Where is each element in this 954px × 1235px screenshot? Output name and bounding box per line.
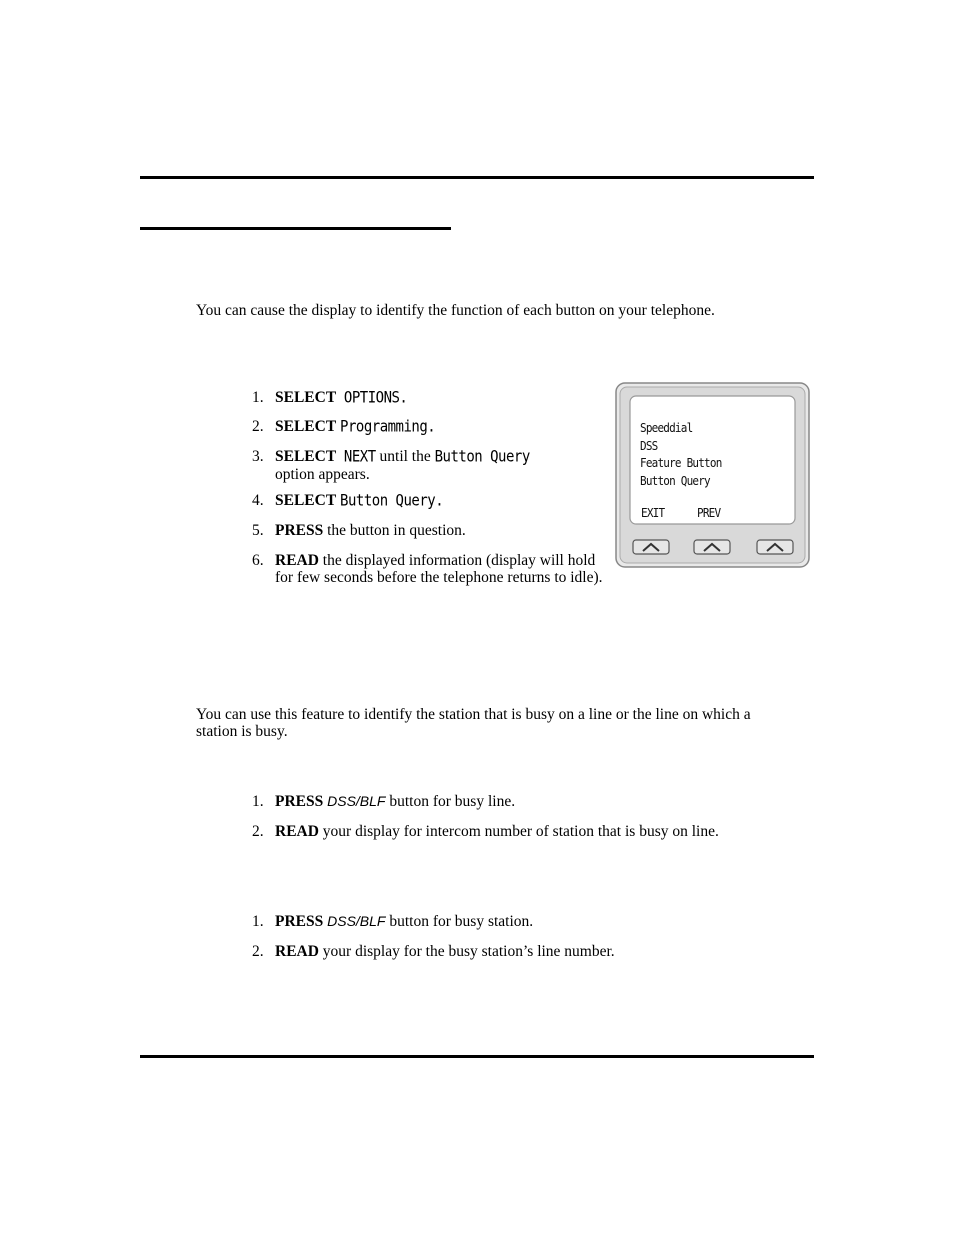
- footer-rule: [140, 1055, 814, 1058]
- step-3: 3. SELECT NEXT until the Button Query option appears.: [252, 447, 530, 483]
- busy-line-step-1: 1. PRESS DSS/BLF button for busy line.: [252, 793, 516, 810]
- button-query-intro: You can cause the display to identify the function of each button on your telephone.: [196, 302, 715, 319]
- display-line-feature-button[interactable]: Feature Button: [640, 456, 722, 471]
- softkey-button-middle[interactable]: [694, 540, 730, 554]
- display-text-options: OPTIONS.: [343, 388, 408, 408]
- busy-station-steps: [252, 913, 722, 960]
- busy-line-step-2: 2. READ your display for intercom number of station that is busy on line.: [252, 823, 719, 840]
- dss-blf-key-label-2: DSS/BLF: [327, 913, 386, 929]
- busy-line-steps: [252, 793, 722, 840]
- softkey-button-left[interactable]: [633, 540, 669, 554]
- step-6: 6. READ the displayed information (display will hold for few seconds before the telephone returns to idle).: [252, 552, 603, 586]
- softkey-label-prev: PREV: [697, 506, 721, 521]
- step-4: 4. SELECT Button Query.: [252, 491, 444, 511]
- busy-station-step-2: 2. READ your display for the busy station’s line number.: [252, 943, 615, 960]
- title-underline-rule: [140, 227, 451, 230]
- display-line-dss[interactable]: DSS: [640, 439, 658, 454]
- display-text-button-query-select: Button Query.: [340, 491, 444, 511]
- display-text-next: NEXT: [343, 447, 376, 467]
- step-1: 1. SELECT OPTIONS.: [252, 388, 408, 408]
- display-line-speeddial[interactable]: Speeddial: [640, 421, 693, 436]
- softkey-label-exit: EXIT: [641, 506, 665, 521]
- display-text-programming: Programming.: [340, 417, 436, 437]
- busy-identification-intro: You can use this feature to identify the station that is busy on a line or the line on which a station is busy.: [196, 706, 751, 740]
- softkey-button-right[interactable]: [757, 540, 793, 554]
- display-line-button-query[interactable]: Button Query: [640, 474, 710, 489]
- button-query-steps: [252, 389, 604, 586]
- header-rule: [140, 176, 814, 179]
- step-2: 2. SELECT Programming.: [252, 417, 436, 437]
- display-text-button-query: Button Query: [434, 447, 530, 467]
- busy-station-step-1: 1. PRESS DSS/BLF button for busy station.: [252, 913, 534, 930]
- dss-blf-key-label: DSS/BLF: [327, 793, 386, 809]
- step-5: 5. PRESS the button in question.: [252, 522, 466, 539]
- telephone-display-illustration: [615, 382, 810, 568]
